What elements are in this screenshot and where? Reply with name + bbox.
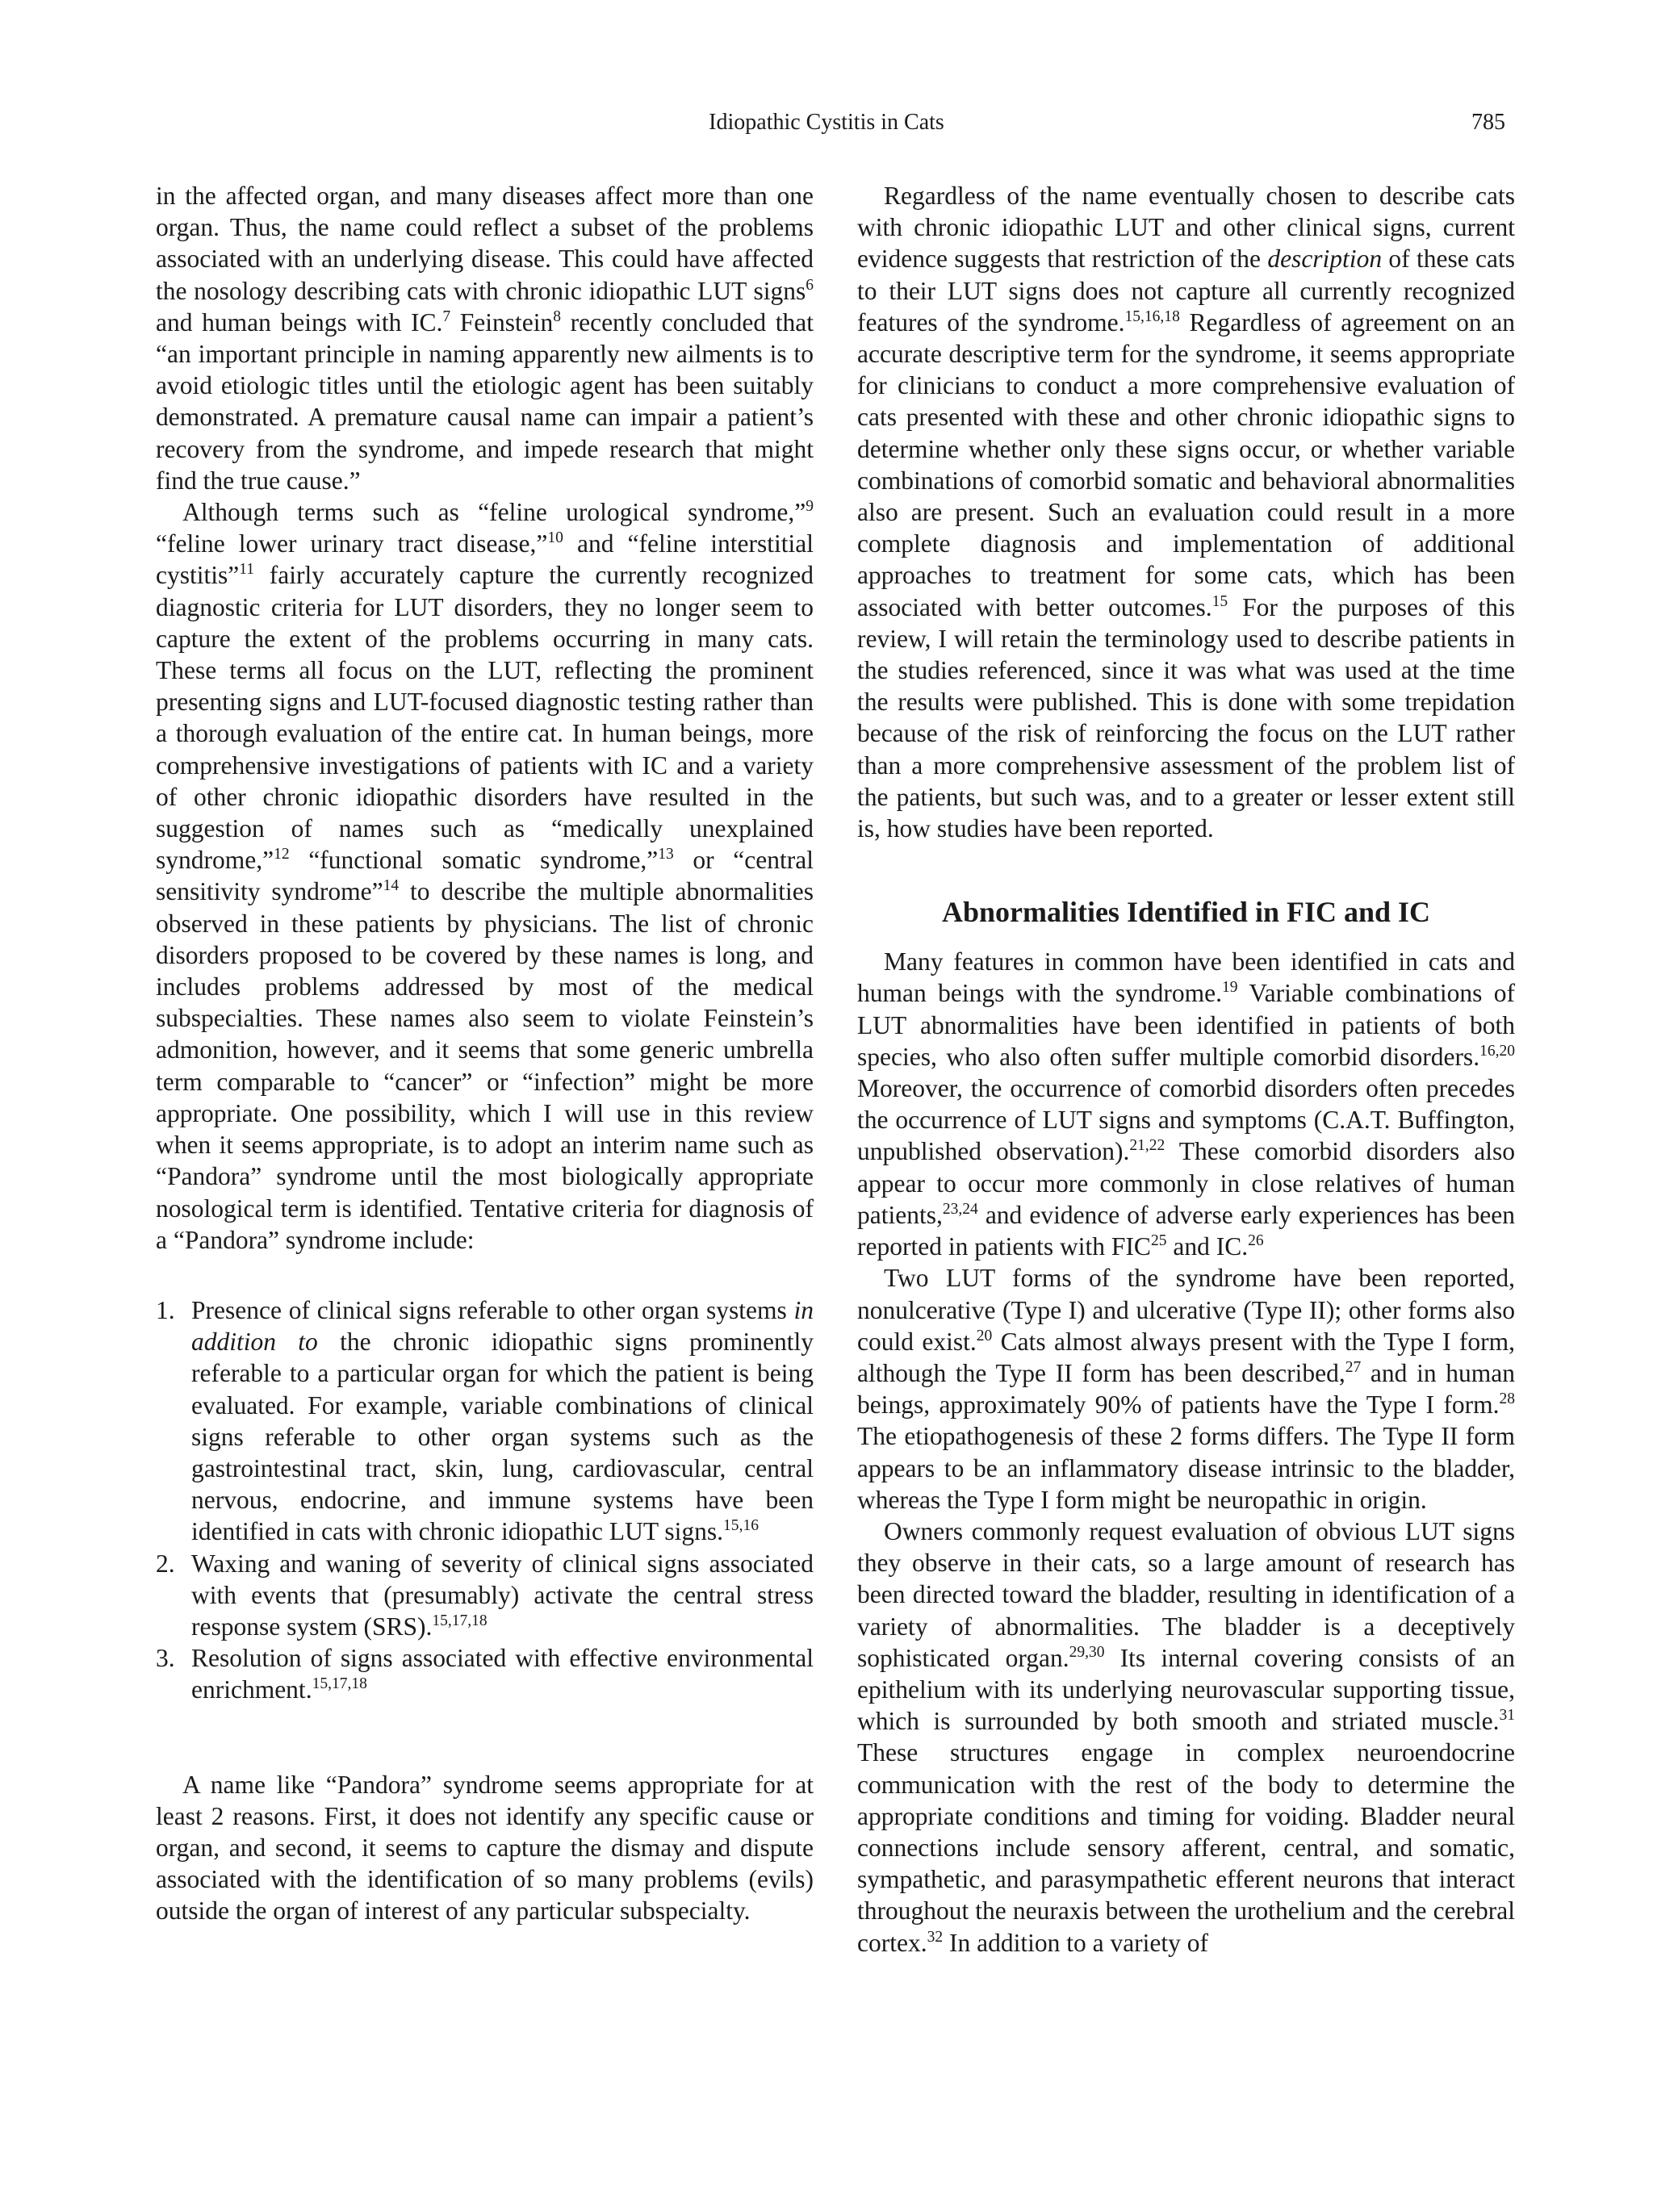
citation: 28 (1499, 1390, 1515, 1408)
list-number: 2. (156, 1549, 175, 1578)
paragraph: Although terms such as “feline urological syndrome,”$^9$ “feline lower urinary tract disease,”$^{10}$ and “feline interstitial cystitis”$^{11}$ fairly accurately capture the currently recognized diagnostic criteria for LUT disorders, they no longer seem to capture the extent of the problems occurring in many cats. These terms all focus on the LUT, reflecting the prominent presenting signs and LUT-focused diagnostic testing rather than a thorough evaluation of the entire cat. In human beings, more comprehensive investigations of patients with IC and a variety of other chronic idiopathic disorders have resulted in the suggestion of names such as “medically unexplained syndrome,”$^{12}$ “functional somatic syndrome,”$^{13}$ or “central sensitivity syndrome”$^{14}$ to describe the multiple abnormalities observed in these patients by physicians. The list of chronic disorders proposed to be covered by these names is long, and includes problems addressed by most of the medical subspecialties. These names also seem to violate Feinstein’s admonition, however, and it seems that some generic umbrella term comparable to “cancer” or “infection” might be more appropriate. One possibility, which I will use in this review when it seems appropriate, is to adopt an interim name such as “Pandora” syndrome until the most biologically appropriate nosological term is identified. Tentative criteria for diagnosis of a “Pandora” syndrome include: (156, 497, 814, 1254)
citation: 26 (1248, 1232, 1264, 1249)
paragraph: Regardless of the name eventually chosen to describe cats with chronic idiopathic LUT and other clinical signs, current evidence suggests that restriction of the description of these cats to their LUT signs does not capture all currently recognized features of the syndrome.$^{15,16,18}$ Regardless of agreement on an accurate descriptive term for the syndrome, it seems appropriate for clinicians to conduct a more comprehensive evaluation of cats presented with these and other chronic idiopathic signs to determine whether only these signs occur, or whether variable combinations of comorbid somatic and behavioral abnormalities also are present. Such an evaluation could result in a more complete diagnosis and implementation of additional approaches to treatment for some cats, which has been associated with better outcomes.$^{15}$ For the purposes of this review, I will retain the terminology used to describe patients in the studies referenced, since it was what was used at the time the results were published. This is done with some trepidation because of the risk of reinforcing the focus on the LUT rather than a more comprehensive assessment of the problem list of the patients, but such was, and to a greater or lesser extent still is, how studies have been reported. (857, 182, 1515, 843)
running-title: Idiopathic Cystitis in Cats (709, 110, 944, 135)
citation: 10 (547, 529, 563, 547)
citation: 11 (239, 561, 255, 579)
section-heading: Abnormalities Identified in FIC and IC (941, 896, 1431, 929)
citation: 21,22 (1129, 1137, 1165, 1155)
citation: 14 (383, 877, 400, 895)
citation: 20 (976, 1327, 993, 1344)
paragraph: Owners commonly request evaluation of obvious LUT signs they observe in their cats, so a large amount of research has been directed toward the bladder, resulting in identification of a variety of abnormalities. The bladder is a deceptively sophisticated organ.$^{29,30}$ Its internal covering consists of an epithelium with its underlying neurovascular supporting tissue, which is surrounded by both smooth and striated muscle.$^{31}$ These structures engage in complex neuroendocrine communication with the rest of the body to determine the appropriate conditions and timing for voiding. Bladder neural connections include sensory afferent, central, and somatic, sympathetic, and parasympathetic efferent neurons that interact throughout the neuraxis between the urothelium and the cerebral cortex.$^{32}$ In addition to a variety of (857, 1516, 1515, 1957)
citation: 19 (1222, 979, 1238, 997)
paragraph: A name like “Pandora” syndrome seems appropriate for at least 2 reasons. First, it does not identify any specific cause or organ, and second, it seems to capture the dismay and dispute associated with the identification of so many problems (evils) outside the organ of interest of any particular subspecialty. (156, 1770, 814, 1926)
citation: 9 (806, 497, 814, 515)
list-number: 3. (156, 1644, 175, 1673)
criteria-list (156, 1294, 814, 1706)
list-number: 1. (156, 1295, 175, 1324)
citation: 27 (1345, 1358, 1362, 1376)
paragraph: Two LUT forms of the syndrome have been reported, nonulcerative (Type I) and ulcerative (Type II); other forms also could exist.$^{20}$ Cats almost always present with the Type I form, although the Type II form has been described,$^{27}$ and in human beings, approximately 90% of patients have the Type I form.$^{28}$ The etiopathogenesis of these 2 forms differs. The Type II form appears to be an inflammatory disease intrinsic to the bladder, whereas the Type I form might be neuropathic in origin. (857, 1264, 1516, 1514)
page-number: 785 (1471, 110, 1505, 135)
list-item: 3. Resolution of signs associated with effective environmental enrichment.$^{15,17,18}$ (156, 1644, 814, 1704)
citation: 16,20 (1479, 1042, 1515, 1060)
citation: 15,16,18 (1124, 307, 1180, 325)
citation: 8 (553, 307, 561, 325)
list-item: 2. Waxing and waning of severity of clinical signs associated with events that (presumably) activate the central stress response system (SRS).$^{15,17,18}$ (156, 1549, 814, 1641)
citation: 15 (1212, 592, 1228, 610)
citation: 12 (274, 846, 290, 863)
paragraph: Many features in common have been identified in cats and human beings with the syndrome.$^{19}$ Variable combinations of LUT abnormalities have been identified in patients of both species, who also often suffer multiple comorbid disorders.$^{16,20}$ Moreover, the occurrence of comorbid disorders often precedes the occurrence of LUT signs and symptoms (C.A.T. Buffington, unpublished observation).$^{21,22}$ These comorbid disorders also appear to occur more commonly in close relatives of human patients,$^{23,24}$ and evidence of adverse early experiences has been reported in patients with FIC$^{25}$ and IC.$^{26}$ (857, 947, 1515, 1261)
citation: 32 (927, 1928, 944, 1946)
citation: 29,30 (1069, 1643, 1105, 1661)
list-item: 1. Presence of clinical signs referable to other organ systems in addition to the chronic idiopathic signs prominently referable to a particular organ for which the patient is being evaluated. For example, variable combinations of clinical signs referable to other organ systems such as the gastrointestinal tract, skin, lung, cardiovascular, central nervous, endocrine, and immune systems have been identified in cats with chronic idiopathic LUT signs.$^{15,16}$ (156, 1295, 814, 1546)
citation: 13 (658, 846, 674, 863)
citation: 15,17,18 (312, 1675, 367, 1693)
citation: 23,24 (942, 1200, 978, 1218)
citation: 25 (1150, 1232, 1167, 1249)
left-column (156, 180, 814, 1927)
citation: 15,17,18 (432, 1612, 488, 1629)
right-column (857, 180, 1515, 1959)
citation: 15,16 (723, 1517, 759, 1535)
paragraph: in the affected organ, and many diseases affect more than one organ. Thus, the name could reflect a subset of the problems associated with an underlying disease. This could have affected the nosology describing cats with chronic idiopathic LUT signs$^6$ and human beings with IC.$^7$ Feinstein$^8$ recently concluded that “an important principle in naming apparently new ailments is to avoid etiologic titles until the etiologic agent has been suitably demonstrated. A premature causal name can impair a patient’s recovery from the syndrome, and impede research that might find the true cause.” (156, 182, 814, 495)
citation: 6 (806, 276, 814, 294)
citation: 31 (1499, 1707, 1515, 1725)
citation: 7 (442, 307, 451, 325)
